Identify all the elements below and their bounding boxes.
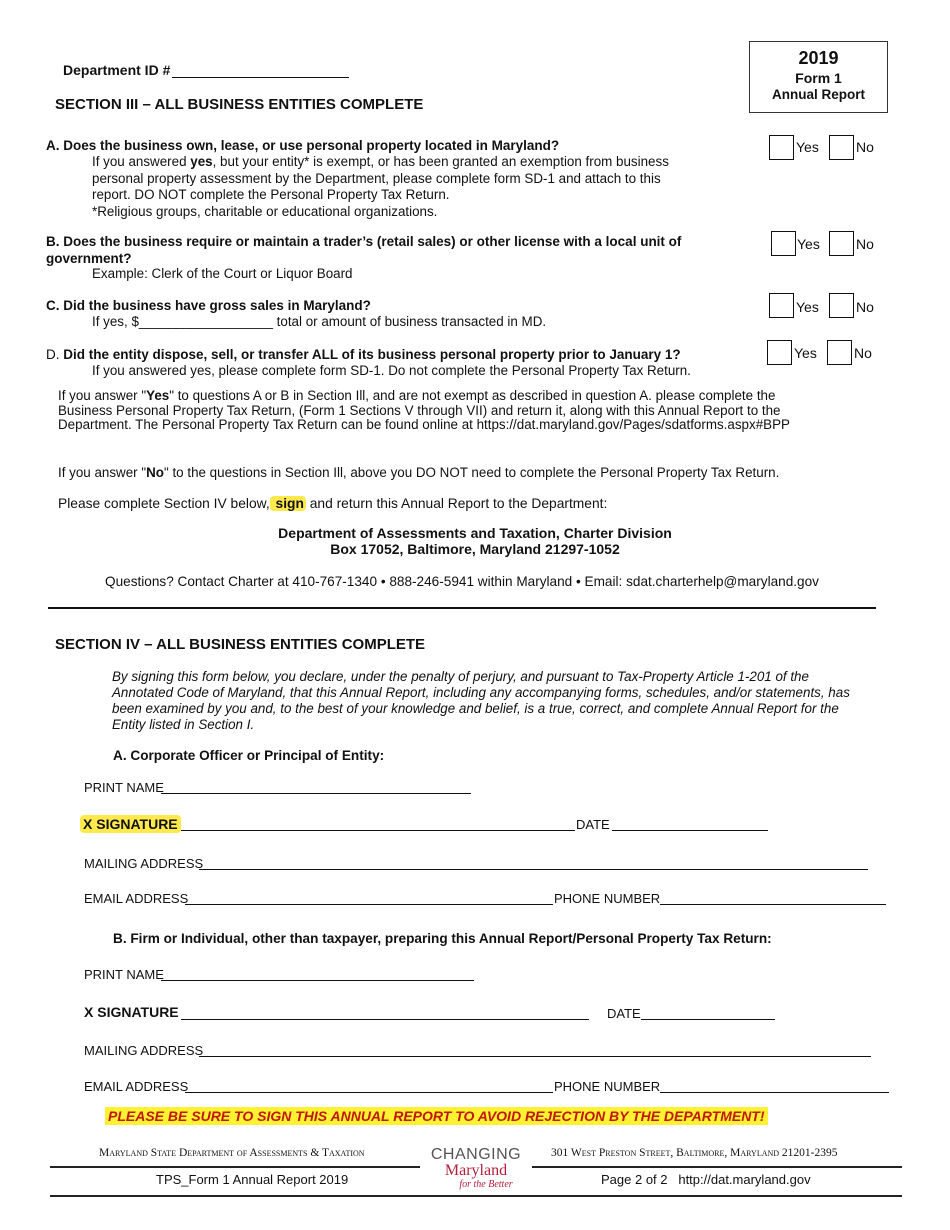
part-b-email-label: EMAIL ADDRESS bbox=[84, 1079, 189, 1094]
part-a-phone-field[interactable] bbox=[660, 889, 886, 905]
logo-line3: for the Better bbox=[459, 1179, 513, 1190]
question-c-no-checkbox[interactable] bbox=[829, 293, 854, 318]
footer-agency: Maryland State Department of Assessments & Taxation bbox=[99, 1147, 365, 1159]
part-a-heading: A. Corporate Officer or Principal of Entity: bbox=[113, 748, 385, 763]
part-b-phone-field[interactable] bbox=[660, 1078, 889, 1093]
form-title: Annual Report bbox=[772, 87, 865, 102]
department-id-label: Department ID # bbox=[63, 62, 171, 78]
part-a-print-name-label: PRINT NAME bbox=[84, 780, 164, 795]
mailing-address-block: Department of Assessments and Taxation, Charter Division Box 17052, Baltimore, Maryland 21297-1052 bbox=[278, 525, 672, 557]
footer-form-id: TPS_Form 1 Annual Report 2019 bbox=[156, 1172, 349, 1187]
question-a-yes-checkbox[interactable] bbox=[769, 135, 794, 160]
changing-maryland-logo bbox=[420, 1146, 532, 1192]
part-b-heading: B. Firm or Individual, other than taxpayer, preparing this Annual Report/Personal Property Tax Return: bbox=[113, 931, 772, 946]
part-b-date-label: DATE bbox=[607, 1006, 641, 1021]
form-year: 2019 bbox=[798, 48, 839, 68]
logo-line2: Maryland bbox=[444, 1162, 508, 1179]
question-a: A. Does the business own, lease, or use personal property located in Maryland? bbox=[46, 138, 560, 153]
part-b-mailing-field[interactable] bbox=[199, 1042, 871, 1057]
part-a-phone-label: PHONE NUMBER bbox=[554, 891, 661, 906]
question-a-no-label: No bbox=[856, 139, 874, 155]
section4-title: SECTION IV – ALL BUSINESS ENTITIES COMPLETE bbox=[55, 636, 426, 653]
form-badge bbox=[749, 41, 888, 113]
question-c: C. Did the business have gross sales in Maryland? bbox=[46, 298, 371, 313]
declaration-text: By signing this form below, you declare, under the penalty of perjury, and pursuant to Tax-Property Article 1-201 of the Annotated Code of Maryland, that this Annual Report, including any accompanying forms, schedules, and/or statements, has been examined by you and, to the best of your knowledge and belief, is a true, correct, and complete Annual Report for the Entity listed in Section I. bbox=[112, 669, 850, 732]
part-a-email-field[interactable] bbox=[185, 889, 553, 905]
question-b-no-label: No bbox=[856, 236, 874, 252]
sign-warning: PLEASE BE SURE TO SIGN THIS ANNUAL REPORT TO AVOID REJECTION BY THE DEPARTMENT! bbox=[105, 1107, 768, 1125]
part-a-mailing-field[interactable] bbox=[199, 855, 868, 870]
question-b-no-checkbox[interactable] bbox=[829, 231, 854, 256]
question-c-yes-label: Yes bbox=[796, 299, 819, 315]
part-b-print-name-field[interactable] bbox=[161, 966, 474, 981]
part-b-mailing-label: MAILING ADDRESS bbox=[84, 1043, 204, 1058]
part-b-phone-label: PHONE NUMBER bbox=[554, 1079, 661, 1094]
part-a-mailing-label: MAILING ADDRESS bbox=[84, 856, 204, 871]
no-instructions: If you answer "No" to the questions in Section Ill, above you DO NOT need to complete the Personal Property Tax Return. bbox=[58, 465, 780, 480]
part-a-email-label: EMAIL ADDRESS bbox=[84, 891, 189, 906]
section-divider bbox=[48, 607, 876, 609]
question-a-no-checkbox[interactable] bbox=[829, 135, 854, 160]
question-b-yes-checkbox[interactable] bbox=[771, 231, 796, 256]
part-b-signature-field[interactable] bbox=[181, 1005, 589, 1020]
question-d: D. Did the entity dispose, sell, or transfer ALL of its business personal property prior to January 1? bbox=[46, 347, 681, 362]
part-a-signature-label: X SIGNATURE bbox=[80, 815, 181, 833]
part-b-email-field[interactable] bbox=[185, 1078, 553, 1093]
question-c-yes-checkbox[interactable] bbox=[769, 293, 794, 318]
question-a-detail: If you answered yes, but your entity* is exempt, or has been granted an exemption from business personal property assessment by the Department, please complete form SD-1 and attach to this report. DO NOT complete the Personal Property Tax Return. *Religious groups, charitable or educational organizations. bbox=[92, 154, 669, 219]
question-d-no-label: No bbox=[854, 345, 872, 361]
footer-page: Page 2 of 2 http://dat.maryland.gov bbox=[601, 1172, 811, 1187]
part-a-print-name-field[interactable] bbox=[161, 778, 471, 794]
question-d-yes-checkbox[interactable] bbox=[767, 340, 792, 365]
form-name: Form 1 bbox=[795, 70, 842, 86]
question-a-yes-label: Yes bbox=[796, 139, 819, 155]
question-b: B. Does the business require or maintain a trader’s (retail sales) or other license with a local unit of government? bbox=[46, 234, 682, 266]
sign-highlight: sign bbox=[271, 496, 304, 511]
part-b-print-name-label: PRINT NAME bbox=[84, 967, 164, 982]
part-a-date-field[interactable] bbox=[612, 816, 768, 831]
complete-instructions: Please complete Section IV below, sign and return this Annual Report to the Department: bbox=[58, 496, 608, 511]
question-d-yes-label: Yes bbox=[794, 345, 817, 361]
part-a-date-label: DATE bbox=[576, 817, 610, 832]
question-c-no-label: No bbox=[856, 299, 874, 315]
part-b-date-field[interactable] bbox=[641, 1005, 775, 1020]
question-d-no-checkbox[interactable] bbox=[827, 340, 852, 365]
question-d-detail: If you answered yes, please complete form SD-1. Do not complete the Personal Property Tax Return. bbox=[92, 363, 691, 378]
question-b-yes-label: Yes bbox=[797, 236, 820, 252]
part-a-signature-field[interactable] bbox=[181, 815, 575, 831]
question-b-example: Example: Clerk of the Court or Liquor Board bbox=[92, 266, 353, 281]
contact-info: Questions? Contact Charter at 410-767-1340 • 888-246-5941 within Maryland • Email: sdat.charterhelp@maryland.gov bbox=[105, 574, 819, 589]
department-id-field[interactable] bbox=[172, 62, 349, 78]
part-b-signature-label: X SIGNATURE bbox=[84, 1004, 179, 1020]
question-c-detail: If yes, $__________________ total or amount of business transacted in MD. bbox=[92, 314, 547, 329]
section3-title: SECTION III – ALL BUSINESS ENTITIES COMPLETE bbox=[55, 96, 424, 113]
footer-street: 301 West Preston Street, Baltimore, Maryland 21201-2395 bbox=[551, 1147, 838, 1159]
yes-instructions: If you answer "Yes" to questions A or B in Section Ill, and are not exempt as described in question A. please complete the Business Personal Property Tax Return, (Form 1 Sections V through VII) and return it, along with this Annual Report to the Department. The Personal Property Tax Return can be found online at https://dat.maryland.gov/Pages/sdatforms.aspx#BPP bbox=[58, 388, 790, 432]
logo-line1: CHANGING bbox=[430, 1146, 522, 1163]
